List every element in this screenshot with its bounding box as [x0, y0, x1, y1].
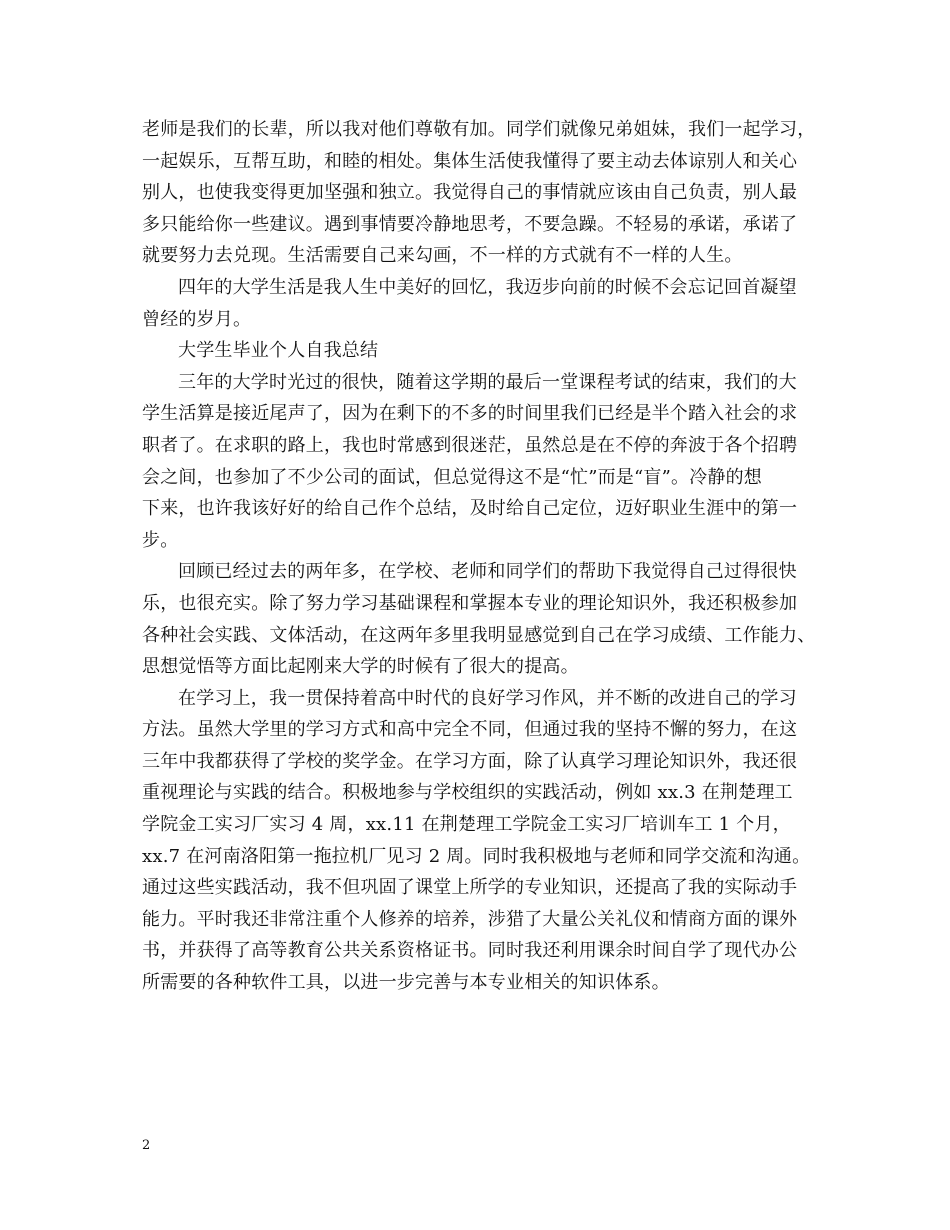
text-line: 学生活算是接近尾声了，因为在剩下的不多的时间里我们已经是半个踏入社会的求: [142, 403, 798, 425]
text-line: xx.7 在河南洛阳第一拖拉机厂见习 2 周。同时我积极地与老师和同学交流和沟通。: [142, 845, 811, 867]
text-line: 曾经的岁月。: [142, 308, 252, 330]
text-line: 四年的大学生活是我人生中美好的回忆，我迈步向前的时候不会忘记回首凝望: [178, 276, 797, 298]
text-line: 步。: [142, 529, 179, 551]
text-line: 一起娱乐，互帮互助，和睦的相处。集体生活使我懂得了要主动去体谅别人和关心: [142, 150, 798, 172]
text-line: 重视理论与实践的结合。积极地参与学校组织的实践活动，例如 xx.3 在荆楚理工: [142, 782, 793, 804]
text-line: 下来，也许我该好好的给自己作个总结，及时给自己定位，迈好职业生涯中的第一: [142, 498, 798, 520]
text-line: 职者了。在求职的路上，我也时常感到很迷茫，虽然总是在不停的奔波于各个招聘: [142, 434, 798, 456]
text-line: 能力。平时我还非常注重个人修养的培养，涉猎了大量公关礼仪和情商方面的课外: [142, 908, 798, 930]
page-number: 2: [142, 1138, 151, 1153]
text-line: 回顾已经过去的两年多，在学校、老师和同学们的帮助下我觉得自己过得很快: [178, 561, 797, 583]
text-line: 就要努力去兑现。生活需要自己来勾画，不一样的方式就有不一样的人生。: [142, 245, 743, 267]
text-line: 多只能给你一些建议。遇到事情要冷静地思考，不要急躁。不轻易的承诺，承诺了: [142, 213, 798, 235]
text-line: 方法。虽然大学里的学习方式和高中完全不同，但通过我的坚持不懈的努力，在这: [142, 719, 798, 741]
text-line: 乐，也很充实。除了努力学习基础课程和掌握本专业的理论知识外，我还积极参加: [142, 592, 798, 614]
text-line: 在学习上，我一贯保持着高中时代的良好学习作风，并不断的改进自己的学习: [178, 687, 797, 709]
text-line: 三年的大学时光过的很快，随着这学期的最后一堂课程考试的结束，我们的大: [178, 371, 797, 393]
text-line: 三年中我都获得了学校的奖学金。在学习方面，除了认真学习理论知识外，我还很: [142, 750, 798, 772]
section-heading: 大学生毕业个人自我总结: [178, 340, 379, 362]
text-line: 通过这些实践活动，我不但巩固了课堂上所学的专业知识，还提高了我的实际动手: [142, 877, 798, 899]
text-line: 各种社会实践、文体活动，在这两年多里我明显感觉到自己在学习成绩、工作能力、: [142, 624, 816, 646]
text-line: 学院金工实习厂实习 4 周，xx.11 在荆楚理工学院金工实习厂培训车工 1 个月，: [142, 814, 791, 836]
text-line: 所需要的各种软件工具，以进一步完善与本专业相关的知识体系。: [142, 972, 670, 994]
text-line: 别人，也使我变得更加坚强和独立。我觉得自己的事情就应该由自己负责，别人最: [142, 182, 798, 204]
document-body: [142, 114, 824, 999]
text-line: 书，并获得了高等教育公共关系资格证书。同时我还利用课余时间自学了现代办公: [142, 940, 798, 962]
text-line: 老师是我们的长辈，所以我对他们尊敬有加。同学们就像兄弟姐妹，我们一起学习，: [142, 119, 816, 140]
text-line: 会之间，也参加了不少公司的面试，但总觉得这不是“忙”而是“盲”。冷静的想: [142, 466, 763, 488]
text-line: 思想觉悟等方面比起刚来大学的时候有了很大的提高。: [142, 656, 579, 678]
